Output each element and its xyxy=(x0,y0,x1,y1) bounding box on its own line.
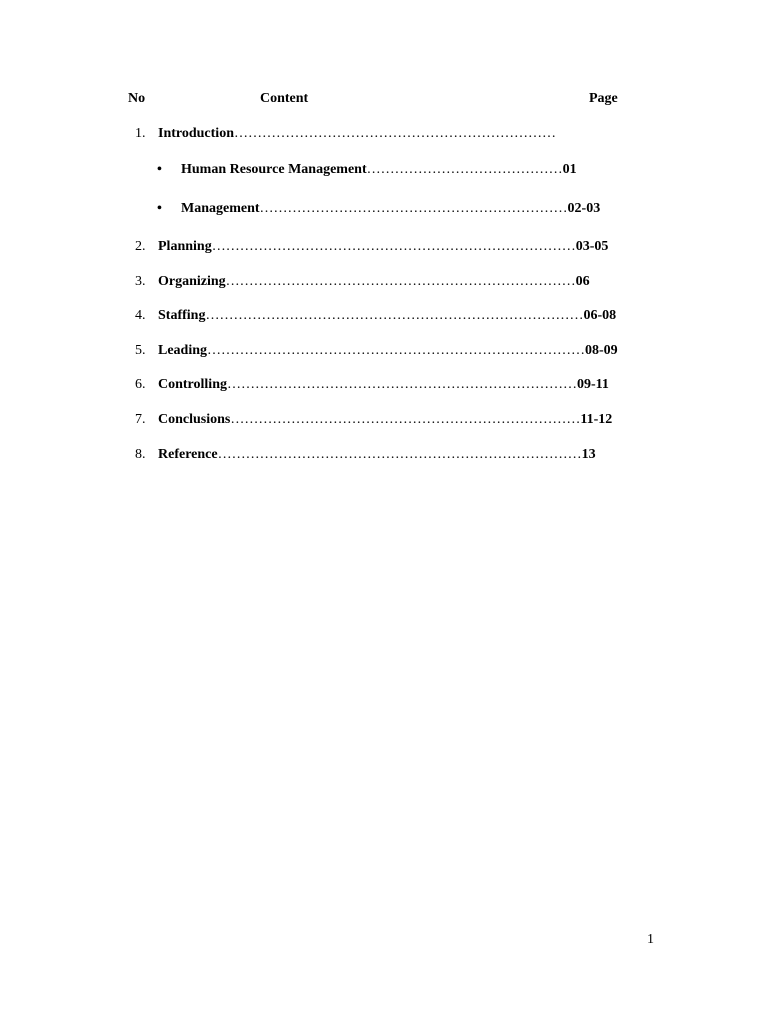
entry-page: 09-11 xyxy=(576,377,609,392)
entry-page: 06 xyxy=(575,274,590,289)
entry-title: Human Resource Management……………………………………01 xyxy=(181,162,577,177)
entry-title: Organizing…………………………………………………………………06 xyxy=(158,274,590,289)
leader-dots: …………………………………………………………………… xyxy=(217,447,582,462)
entry-page: 02-03 xyxy=(567,201,601,216)
entry-page: 01 xyxy=(562,162,577,177)
page-number: 1 xyxy=(647,932,654,947)
leader-dots: ……………………………………………………………………… xyxy=(205,308,584,323)
entry-page: 03-05 xyxy=(575,239,609,254)
entry-number: 5. xyxy=(135,343,146,358)
entry-number: 7. xyxy=(135,412,146,427)
entry-page: 06-08 xyxy=(583,308,617,323)
entry-title: Introduction…………………………………………………………… xyxy=(158,126,556,141)
bullet-icon: • xyxy=(157,162,162,177)
entry-number: 4. xyxy=(135,308,146,323)
entry-title: Management…………………………………………………………02-03 xyxy=(181,201,601,216)
leader-dots: …………………………………… xyxy=(366,162,563,177)
entry-title: Conclusions…………………………………………………………………11-12 xyxy=(158,412,613,427)
header-content: Content xyxy=(260,91,309,106)
leader-dots: ……………………………………………………………………… xyxy=(207,343,586,358)
bullet-icon: • xyxy=(157,201,162,216)
leader-dots: …………………………………………………………… xyxy=(233,126,556,141)
entry-page: 13 xyxy=(581,447,596,462)
entry-title: Staffing………………………………………………………………………06-08 xyxy=(158,308,617,323)
entry-number: 3. xyxy=(135,274,146,289)
entry-title: Reference……………………………………………………………………13 xyxy=(158,447,596,462)
header-page: Page xyxy=(589,91,618,106)
entry-number: 2. xyxy=(135,239,146,254)
leader-dots: ………………………………………………………………… xyxy=(226,377,577,392)
entry-page: 08-09 xyxy=(585,343,618,358)
entry-title: Leading………………………………………………………………………08-09 xyxy=(158,343,618,358)
leader-dots: ………………………………………………………………… xyxy=(225,274,576,289)
entry-number: 6. xyxy=(135,377,146,392)
entry-number: 8. xyxy=(135,447,146,462)
entry-title: Planning……………………………………………………………………03-05 xyxy=(158,239,609,254)
leader-dots: …………………………………………………………………… xyxy=(211,239,576,254)
entry-number: 1. xyxy=(135,126,146,141)
entry-page: 11-12 xyxy=(580,412,613,427)
header-no: No xyxy=(128,91,146,106)
leader-dots: ………………………………………………………………… xyxy=(230,412,581,427)
entry-title: Controlling…………………………………………………………………09-11 xyxy=(158,377,609,392)
leader-dots: ………………………………………………………… xyxy=(259,201,568,216)
